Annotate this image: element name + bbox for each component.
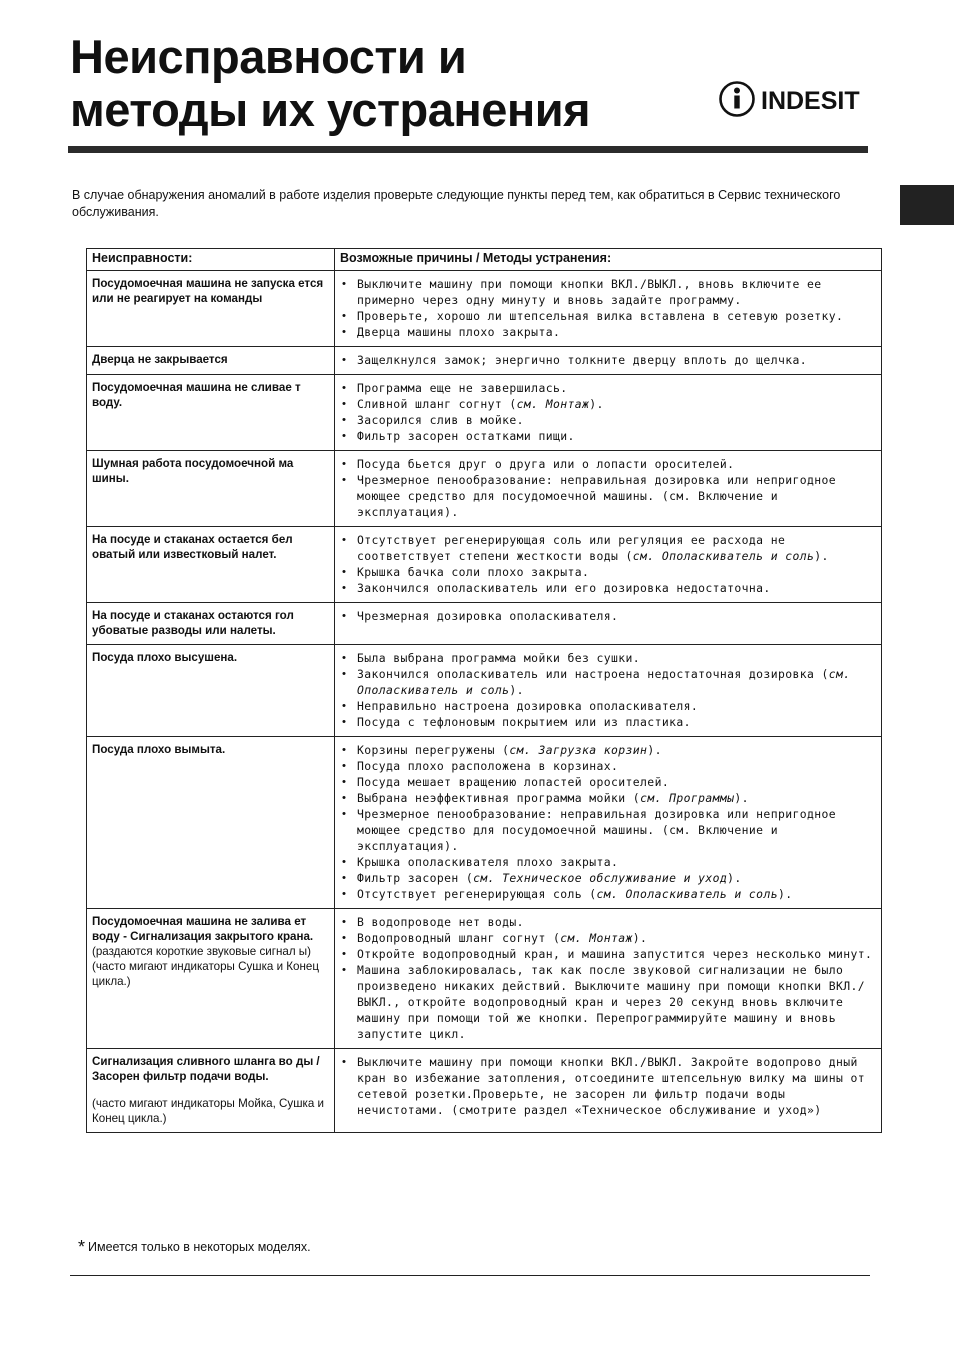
cause-item: • Была выбрана программа мойки без сушки. [340,650,875,666]
fault-cell [87,527,335,603]
fault-title: Посуда плохо высушена. [92,651,238,664]
fault-cell [87,737,335,909]
page-title [70,30,590,136]
column-header-faults: Неисправности: [87,249,335,271]
cause-text-end: ). [777,887,793,901]
cause-item: • Посуда мешает вращению лопастей оросителей. [340,774,875,790]
fault-cell [87,451,335,527]
table-row [87,603,882,645]
cause-item: • Посуда с тефлоновым покрытием или из пластика. [340,714,875,730]
cause-item: • Выключите машину при помощи кнопки ВКЛ./ВЫКЛ. Закройте водопрово дный кран во избежание затопления, отсоедините штепсельную вилку ма шины от сетевой розетки.Проверьте, не засорен ли фильтр подачи воды нечистотами. (смотрите раздел «Техническое обслуживание и уход») [340,1054,875,1118]
cause-item [340,790,875,806]
footer-divider [70,1275,870,1276]
indesit-logo [718,80,870,120]
fault-title: Шумная работа посудомоечной ма шины. [92,457,294,485]
cause-item: • Дверца машины плохо закрыта. [340,324,875,340]
cause-text-end: ). [647,743,662,757]
page-title-line-2: методы их устранения [70,83,591,136]
cause-item [340,396,875,412]
cause-item [340,870,875,886]
cause-text: Фильтр засорен ( [357,871,474,885]
table-row [87,737,882,909]
cause-item: • Программа еще не завершилась. [340,380,875,396]
fault-title: Посудомоечная машина не залива ет воду - Сигнализация закрытого крана. [92,915,314,943]
table-row [87,527,882,603]
fault-cell [87,271,335,347]
fault-cell [87,347,335,375]
footnote-text: Имеется только в некоторых моделях. [88,1240,311,1254]
cause-item [340,742,875,758]
cause-item: • Посуда бьется друг о друга или о лопасти оросителей. [340,456,875,472]
causes-cell [335,1049,882,1133]
causes-cell [335,271,882,347]
cause-item: • Чрезмерное пенообразование: неправильная дозировка или непригодное моющее средство для посудомоечной машины. (см. Включение и эксплуатация). [340,806,875,854]
cause-reference: см. Ополаскиватель и соль [632,549,815,563]
cause-item: • Машина заблокировалась, так как после звуковой сигнализации не было произведено никаких действий. Выключите машину при помощи кнопки ВКЛ./ВЫКЛ., откройте водопроводный кран и через 20 секунд вновь включите машину при помощи той же кнопки. Перепрограммируйте машину и вновь запустите цикл. [340,962,875,1042]
fault-cell [87,645,335,737]
fault-title: На посуде и стаканах остаются гол убоватые разводы или налеты. [92,609,294,637]
cause-text-end: ). [727,871,742,885]
cause-item: • Выключите машину при помощи кнопки ВКЛ./ВЫКЛ., вновь включите ее примерно через одну минуту и вновь задайте программу. [340,276,875,308]
page-title-line-1: Неисправности и [70,30,467,83]
cause-item [340,532,875,564]
cause-reference: см. Загрузка корзин [509,743,648,757]
cause-item: • Проверьте, хорошо ли штепсельная вилка вставлена в сетевую розетку. [340,308,875,324]
cause-text: Выбрана неэффективная программа мойки ( [357,791,641,805]
cause-text-end: ). [589,397,604,411]
cause-text-end: ). [509,683,524,697]
cause-text: Корзины перегружены ( [357,743,510,757]
cause-reference: см. Программы [640,791,735,805]
causes-cell [335,645,882,737]
table-header-row [87,249,882,271]
table-row [87,271,882,347]
cause-item: • Засорился слив в мойке. [340,412,875,428]
title-divider-bar [68,146,868,153]
cause-text: Отсутствует регенерирующая соль или регуляция ее расхода не соответствует степени жесткости воды ( [357,533,786,563]
cause-item [340,930,875,946]
cause-item: • Чрезмерная дозировка ополаскивателя. [340,608,875,624]
causes-cell [335,527,882,603]
table-row [87,909,882,1049]
logo-text: INDESIT [761,87,860,115]
cause-item: • Неправильно настроена дозировка ополаскивателя. [340,698,875,714]
cause-text-end: ). [734,791,749,805]
table-row [87,1049,882,1133]
fault-cell [87,603,335,645]
cause-item: • Крышка бачка соли плохо закрыта. [340,564,875,580]
causes-cell [335,375,882,451]
cause-item: • Закончился ополаскиватель или его дозировка недостаточна. [340,580,875,596]
table-row [87,347,882,375]
cause-reference: см. Ополаскиватель и соль [357,667,851,697]
causes-cell [335,347,882,375]
cause-text: Отсутствует регенерирующая соль ( [357,887,597,901]
table-row [87,375,882,451]
fault-title: На посуде и стаканах остается бел оватый или известковый налет. [92,533,293,561]
cause-item: • Защелкнулся замок; энергично толкните дверцу вплоть до щелчка. [340,352,875,368]
footnote-asterisk: * [78,1237,86,1257]
column-header-causes: Возможные причины / Методы устранения: [335,249,882,271]
intro-paragraph: В случае обнаружения аномалий в работе изделия проверьте следующие пункты перед тем, как обратиться в Сервис технического обслуживания. [72,188,841,219]
cause-reference: см. Монтаж [560,931,633,945]
fault-cell [87,375,335,451]
cause-text: Закончился ополаскиватель или настроена недостаточная дозировка ( [357,667,829,681]
fault-title: Дверца не закрывается [92,353,228,366]
fault-note: (часто мигают индикаторы Мойка, Сушка и Конец цикла.) [92,1097,324,1125]
fault-note: (раздаются короткие звуковые сигнал ы) [92,945,311,958]
causes-cell [335,737,882,909]
fault-title: Посудомоечная машина не сливае т воду. [92,381,301,409]
table-row [87,451,882,527]
cause-reference: см. Монтаж [516,397,590,411]
cause-text: Водопроводный шланг согнут ( [357,931,561,945]
causes-cell [335,909,882,1049]
cause-text-end: ). [632,931,648,945]
causes-cell [335,451,882,527]
cause-item: • Откройте водопроводный кран, и машина запустится через несколько минут. [340,946,875,962]
cause-item: • Чрезмерное пенообразование: неправильная дозировка или непригодное моющее средство для посудомоечной машины. (см. Включение и эксплуатация). [340,472,875,520]
fault-cell [87,909,335,1049]
cause-item: • Фильтр засорен остатками пищи. [340,428,875,444]
cause-item [340,886,875,902]
cause-item: • Крышка ополаскивателя плохо закрыта. [340,854,875,870]
fault-note: (часто мигают индикаторы Сушка и Конец цикла.) [92,960,319,988]
fault-title: Посудомоечная машина не запуска ется или не реагирует на команды [92,277,324,305]
section-tab-marker [900,185,954,225]
fault-title: Сигнализация сливного шланга во ды / Засорен фильтр подачи воды. [92,1055,320,1083]
footnote [78,1237,311,1258]
cause-item: • Посуда плохо расположена в корзинах. [340,758,875,774]
cause-item [340,666,875,698]
fault-title: Посуда плохо вымыта. [92,743,226,756]
cause-text: Сливной шланг согнут ( [357,397,517,411]
fault-cell [87,1049,335,1133]
table-row [87,645,882,737]
cause-item: • В водопроводе нет воды. [340,914,875,930]
cause-text-end: ). [814,549,829,563]
cause-reference: см. Техническое обслуживание и уход [473,871,728,885]
causes-cell [335,603,882,645]
troubleshooting-table [86,248,882,1133]
cause-reference: см. Ополаскиватель и соль [596,887,778,901]
